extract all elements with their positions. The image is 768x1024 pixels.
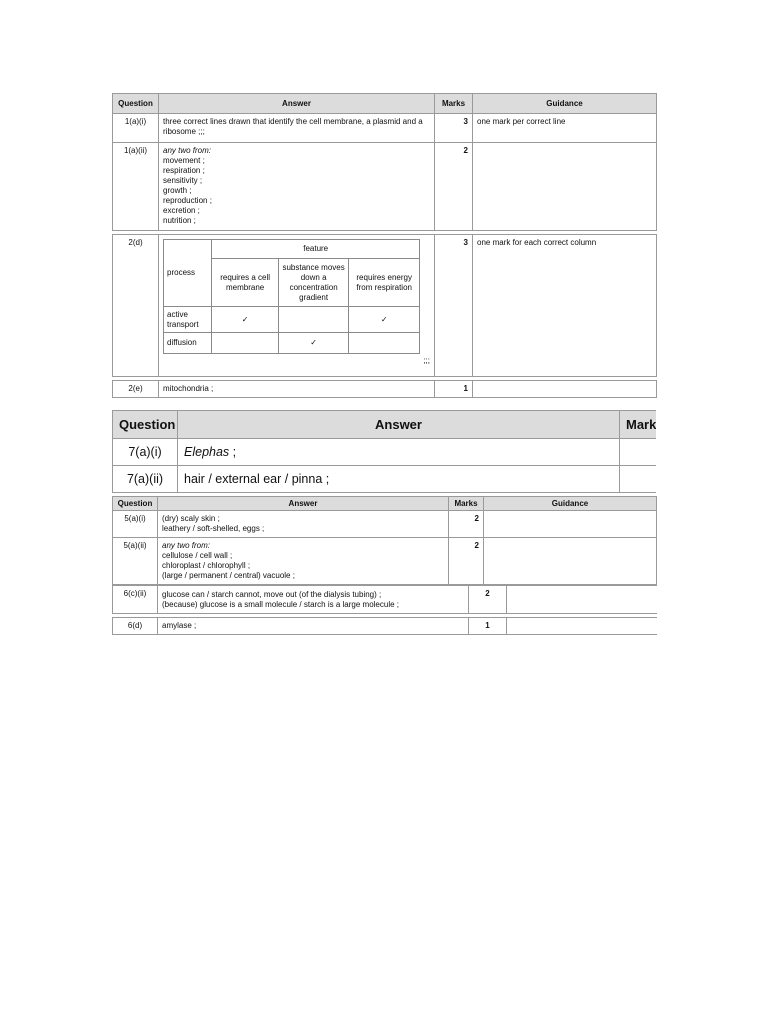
answer-cell: [178, 439, 620, 466]
guidance-text: [484, 538, 657, 585]
process-diffusion: diffusion: [164, 333, 212, 354]
answer-line: reproduction ;: [163, 196, 212, 205]
table-header-row: [113, 497, 657, 511]
feature-col-cell-membrane: requires a cell membrane: [212, 259, 279, 307]
question-number: 7(a)(ii): [113, 466, 178, 493]
feature-table: [163, 239, 420, 354]
answer-line: sensitivity ;: [163, 176, 203, 185]
question-number: 2(e): [113, 381, 159, 398]
answer-text: mitochondria ;: [159, 381, 435, 398]
question-number: 7(a)(i): [113, 439, 178, 466]
mark-scheme-table-3: [112, 496, 657, 585]
answer-line: (because) glucose is a small molecule / starch is a large molecule ;: [162, 600, 399, 609]
answer-header: Answer: [178, 411, 620, 439]
table-row: [113, 466, 657, 493]
answer-line: growth ;: [163, 186, 192, 195]
tick-mark: ✓: [349, 307, 420, 333]
answer-cell: [159, 143, 435, 231]
question-header: Question: [113, 497, 158, 511]
answer-intro: any two from:: [162, 541, 211, 550]
table-row: [113, 511, 657, 538]
answer-rest: ;: [229, 445, 237, 459]
marks-header: Mark: [620, 411, 657, 439]
process-active-transport: active transport: [164, 307, 212, 333]
answer-line: movement ;: [163, 156, 205, 165]
table-row: [113, 114, 657, 143]
table-row: [113, 586, 657, 614]
question-header: Question: [113, 411, 178, 439]
answer-text: hair / external ear / pinna ;: [178, 466, 620, 493]
marks-value: 2: [449, 511, 484, 538]
table-row: [113, 618, 657, 635]
marks-value: 3: [435, 114, 473, 143]
guidance-text: [507, 618, 657, 635]
mark-scheme-table-4: [112, 585, 657, 635]
question-number: 2(d): [113, 235, 159, 377]
feature-label: feature: [212, 240, 420, 259]
answer-cell: [158, 538, 449, 585]
table-header-row: [113, 94, 657, 114]
empty-cell: [212, 333, 279, 354]
question-number: 1(a)(ii): [113, 143, 159, 231]
guidance-header: Guidance: [484, 497, 657, 511]
marks-header: Marks: [435, 94, 473, 114]
table-row: [113, 439, 657, 466]
marks-value: [620, 466, 657, 493]
mark-scheme-table-1: [112, 93, 657, 398]
question-number: 5(a)(i): [113, 511, 158, 538]
answer-header: Answer: [158, 497, 449, 511]
table-row: [113, 381, 657, 398]
question-number: 6(c)(ii): [113, 586, 158, 614]
empty-cell: [278, 307, 349, 333]
mark-scheme-table-2: [112, 410, 656, 493]
answer-intro: any two from:: [163, 146, 212, 155]
marks-value: 1: [469, 618, 507, 635]
answer-line: (large / permanent / central) vacuole ;: [162, 571, 295, 580]
guidance-text: one mark per correct line: [473, 114, 657, 143]
answer-line: excretion ;: [163, 206, 200, 215]
answer-trailer: ;;;: [423, 356, 430, 365]
answer-text: three correct lines drawn that identify the cell membrane, a plasmid and a ribosome ;;;: [159, 114, 435, 143]
marks-value: 2: [449, 538, 484, 585]
empty-cell: [349, 333, 420, 354]
answer-line: cellulose / cell wall ;: [162, 551, 233, 560]
question-header: Question: [113, 94, 159, 114]
guidance-text: [484, 511, 657, 538]
marks-value: 3: [435, 235, 473, 377]
table-row: [113, 143, 657, 231]
marks-value: 2: [469, 586, 507, 614]
answer-line: (dry) scaly skin ;: [162, 514, 220, 523]
answer-cell: [159, 235, 435, 377]
question-number: 6(d): [113, 618, 158, 635]
tick-mark: ✓: [212, 307, 279, 333]
mark-scheme-table-2-clip: [112, 410, 656, 494]
table-row: [113, 235, 657, 377]
answer-text: amylase ;: [158, 618, 469, 635]
marks-header: Marks: [449, 497, 484, 511]
feature-col-concentration-gradient: substance moves down a concentration gradient: [278, 259, 349, 307]
marks-value: [620, 439, 657, 466]
question-number: 5(a)(ii): [113, 538, 158, 585]
answer-line: leathery / soft-shelled, eggs ;: [162, 524, 265, 533]
guidance-text: [507, 586, 657, 614]
process-label: process: [164, 240, 212, 307]
guidance-text: [473, 381, 657, 398]
answer-line: respiration ;: [163, 166, 205, 175]
question-number: 1(a)(i): [113, 114, 159, 143]
table-row: [113, 538, 657, 585]
marks-value: 1: [435, 381, 473, 398]
answer-cell: [158, 511, 449, 538]
guidance-text: one mark for each correct column: [473, 235, 657, 377]
marks-value: 2: [435, 143, 473, 231]
answer-line: glucose can / starch cannot, move out (of the dialysis tubing) ;: [162, 590, 382, 599]
answer-line: chloroplast / chlorophyll ;: [162, 561, 251, 570]
table-header-row: [113, 411, 657, 439]
answer-header: Answer: [159, 94, 435, 114]
guidance-header: Guidance: [473, 94, 657, 114]
tick-mark: ✓: [278, 333, 349, 354]
feature-col-energy-respiration: requires energy from respiration: [349, 259, 420, 307]
answer-line: nutrition ;: [163, 216, 196, 225]
guidance-text: [473, 143, 657, 231]
answer-italic: Elephas: [184, 445, 230, 459]
answer-cell: [158, 586, 469, 614]
